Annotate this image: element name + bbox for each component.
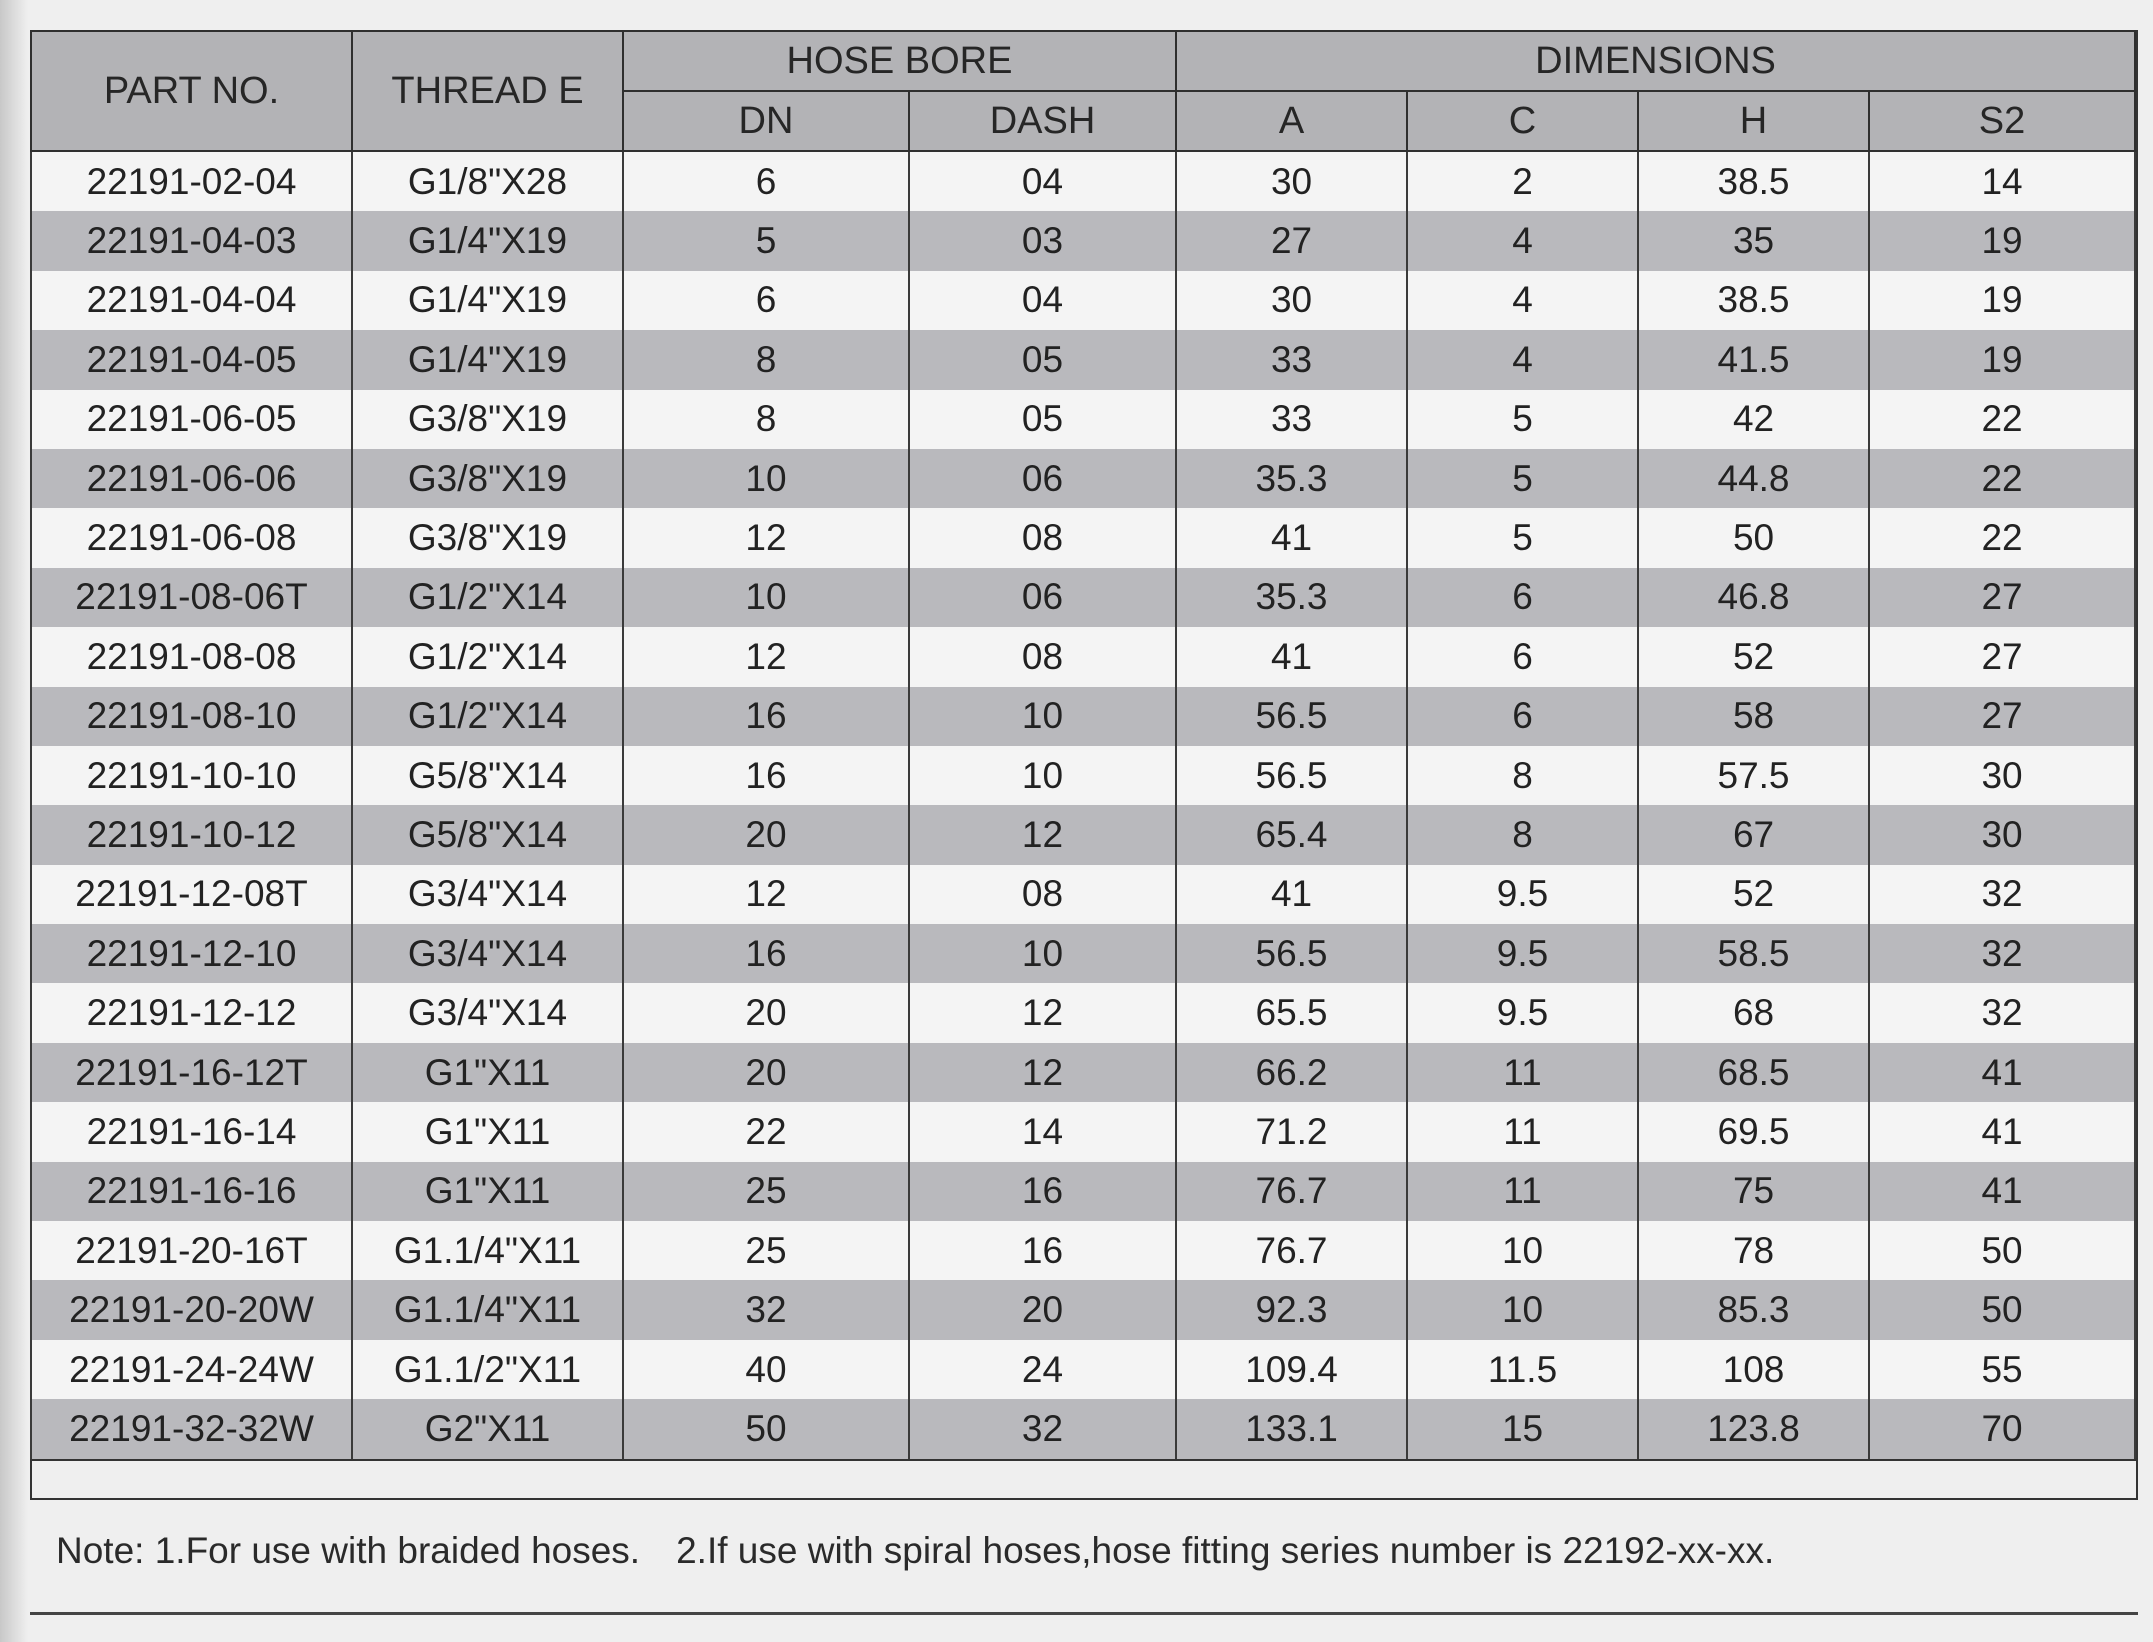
cell-h: 52 [1638,627,1869,686]
cell-c: 2 [1407,151,1638,211]
footnote [56,1530,1774,1572]
table-row [31,449,2135,508]
cell-thread-e: G1"X11 [352,1102,623,1161]
cell-h: 41.5 [1638,330,1869,389]
cell-part-no: 22191-16-16 [31,1162,352,1221]
cell-h: 69.5 [1638,1102,1869,1161]
cell-part-no: 22191-10-12 [31,805,352,864]
page-binding-shadow [0,0,28,1642]
cell-s2: 32 [1869,865,2135,924]
cell-a: 133.1 [1176,1399,1407,1459]
cell-dash: 06 [909,568,1176,627]
note-prefix: Note: [56,1530,145,1571]
cell-a: 66.2 [1176,1043,1407,1102]
cell-a: 33 [1176,330,1407,389]
cell-h: 58.5 [1638,924,1869,983]
cell-thread-e: G3/4"X14 [352,983,623,1042]
cell-c: 9.5 [1407,924,1638,983]
cell-a: 76.7 [1176,1221,1407,1280]
cell-thread-e: G1/8"X28 [352,151,623,211]
cell-part-no: 22191-04-03 [31,211,352,270]
table-row [31,390,2135,449]
cell-a: 56.5 [1176,687,1407,746]
cell-a: 56.5 [1176,746,1407,805]
cell-c: 5 [1407,508,1638,567]
cell-s2: 19 [1869,271,2135,330]
cell-h: 58 [1638,687,1869,746]
cell-c: 5 [1407,449,1638,508]
cell-h: 68.5 [1638,1043,1869,1102]
cell-s2: 32 [1869,983,2135,1042]
cell-s2: 22 [1869,390,2135,449]
header-thread-e: THREAD E [352,31,623,151]
cell-c: 15 [1407,1399,1638,1459]
table-row [31,568,2135,627]
table-row [31,330,2135,389]
cell-dn: 20 [623,983,909,1042]
cell-dash: 10 [909,687,1176,746]
cell-dash: 10 [909,924,1176,983]
cell-s2: 27 [1869,687,2135,746]
cell-s2: 22 [1869,508,2135,567]
cell-a: 92.3 [1176,1280,1407,1339]
table-row [31,1280,2135,1339]
cell-c: 8 [1407,746,1638,805]
cell-c: 9.5 [1407,983,1638,1042]
cell-c: 5 [1407,390,1638,449]
cell-c: 6 [1407,568,1638,627]
cell-thread-e: G1/4"X19 [352,211,623,270]
cell-part-no: 22191-08-06T [31,568,352,627]
cell-c: 8 [1407,805,1638,864]
header-dn: DN [623,91,909,151]
cell-dn: 22 [623,1102,909,1161]
cell-dash: 12 [909,1043,1176,1102]
cell-thread-e: G1/4"X19 [352,271,623,330]
cell-thread-e: G1"X11 [352,1162,623,1221]
cell-dash: 08 [909,627,1176,686]
cell-a: 33 [1176,390,1407,449]
cell-h: 38.5 [1638,151,1869,211]
cell-dn: 20 [623,805,909,864]
cell-dn: 25 [623,1221,909,1280]
cell-c: 11.5 [1407,1340,1638,1399]
cell-thread-e: G1/2"X14 [352,687,623,746]
cell-s2: 70 [1869,1399,2135,1459]
cell-h: 75 [1638,1162,1869,1221]
cell-a: 30 [1176,151,1407,211]
cell-part-no: 22191-20-20W [31,1280,352,1339]
cell-s2: 50 [1869,1280,2135,1339]
cell-thread-e: G3/8"X19 [352,508,623,567]
table-row [31,1221,2135,1280]
cell-c: 10 [1407,1280,1638,1339]
cell-thread-e: G5/8"X14 [352,805,623,864]
cell-a: 65.4 [1176,805,1407,864]
cell-dn: 8 [623,330,909,389]
header-a: A [1176,91,1407,151]
cell-a: 41 [1176,865,1407,924]
cell-dn: 5 [623,211,909,270]
cell-dn: 16 [623,687,909,746]
cell-thread-e: G2"X11 [352,1399,623,1459]
cell-h: 44.8 [1638,449,1869,508]
table-row [31,271,2135,330]
cell-s2: 41 [1869,1043,2135,1102]
cell-a: 35.3 [1176,449,1407,508]
cell-dash: 08 [909,508,1176,567]
cell-h: 50 [1638,508,1869,567]
cell-h: 38.5 [1638,271,1869,330]
cell-h: 85.3 [1638,1280,1869,1339]
cell-part-no: 22191-12-08T [31,865,352,924]
cell-thread-e: G1/2"X14 [352,627,623,686]
cell-dash: 32 [909,1399,1176,1459]
cell-dash: 05 [909,330,1176,389]
cell-dn: 16 [623,746,909,805]
cell-dash: 12 [909,805,1176,864]
cell-s2: 55 [1869,1340,2135,1399]
cell-dash: 16 [909,1221,1176,1280]
bottom-rule [30,1612,2138,1615]
cell-thread-e: G5/8"X14 [352,746,623,805]
cell-thread-e: G1/2"X14 [352,568,623,627]
cell-thread-e: G3/4"X14 [352,865,623,924]
cell-dn: 12 [623,865,909,924]
cell-thread-e: G3/8"X19 [352,390,623,449]
cell-s2: 19 [1869,330,2135,389]
cell-a: 56.5 [1176,924,1407,983]
note-item-1: 1.For use with braided hoses. [154,1530,641,1571]
cell-dash: 03 [909,211,1176,270]
header-part-no: PART NO. [31,31,352,151]
table-row [31,1043,2135,1102]
cell-h: 46.8 [1638,568,1869,627]
header-dash: DASH [909,91,1176,151]
table-row [31,151,2135,211]
cell-h: 35 [1638,211,1869,270]
cell-dash: 04 [909,151,1176,211]
cell-part-no: 22191-24-24W [31,1340,352,1399]
cell-dash: 05 [909,390,1176,449]
cell-a: 76.7 [1176,1162,1407,1221]
cell-part-no: 22191-04-05 [31,330,352,389]
cell-a: 27 [1176,211,1407,270]
cell-c: 4 [1407,211,1638,270]
cell-s2: 41 [1869,1102,2135,1161]
table-row [31,1399,2135,1459]
cell-dash: 16 [909,1162,1176,1221]
note-item-2: 2.If use with spiral hoses,hose fitting series number is 22192-xx-xx. [676,1530,1775,1571]
cell-s2: 22 [1869,449,2135,508]
cell-thread-e: G1.1/4"X11 [352,1280,623,1339]
cell-part-no: 22191-06-08 [31,508,352,567]
cell-thread-e: G1.1/2"X11 [352,1340,623,1399]
table-row [31,627,2135,686]
hose-fitting-spec-table [30,30,2136,1461]
cell-a: 41 [1176,508,1407,567]
cell-dash: 24 [909,1340,1176,1399]
cell-part-no: 22191-06-05 [31,390,352,449]
cell-dn: 10 [623,568,909,627]
cell-part-no: 22191-16-12T [31,1043,352,1102]
cell-thread-e: G1.1/4"X11 [352,1221,623,1280]
cell-part-no: 22191-32-32W [31,1399,352,1459]
header-h: H [1638,91,1869,151]
header-dimensions: DIMENSIONS [1176,31,2135,91]
cell-a: 35.3 [1176,568,1407,627]
cell-dn: 16 [623,924,909,983]
cell-part-no: 22191-12-10 [31,924,352,983]
cell-s2: 32 [1869,924,2135,983]
cell-c: 4 [1407,330,1638,389]
cell-dash: 14 [909,1102,1176,1161]
cell-thread-e: G1"X11 [352,1043,623,1102]
cell-dn: 25 [623,1162,909,1221]
cell-s2: 27 [1869,627,2135,686]
table-row [31,1162,2135,1221]
cell-c: 11 [1407,1102,1638,1161]
cell-h: 78 [1638,1221,1869,1280]
cell-thread-e: G1/4"X19 [352,330,623,389]
cell-dash: 06 [909,449,1176,508]
cell-c: 11 [1407,1043,1638,1102]
cell-s2: 14 [1869,151,2135,211]
cell-c: 9.5 [1407,865,1638,924]
cell-dn: 40 [623,1340,909,1399]
cell-dn: 20 [623,1043,909,1102]
cell-c: 6 [1407,627,1638,686]
table-row [31,746,2135,805]
header-hose-bore: HOSE BORE [623,31,1176,91]
cell-c: 10 [1407,1221,1638,1280]
cell-part-no: 22191-06-06 [31,449,352,508]
table-row [31,1102,2135,1161]
cell-h: 67 [1638,805,1869,864]
cell-part-no: 22191-04-04 [31,271,352,330]
cell-dn: 32 [623,1280,909,1339]
cell-part-no: 22191-08-08 [31,627,352,686]
table-row [31,983,2135,1042]
cell-h: 57.5 [1638,746,1869,805]
cell-h: 68 [1638,983,1869,1042]
table-row [31,805,2135,864]
table-row [31,508,2135,567]
cell-dn: 8 [623,390,909,449]
cell-dash: 12 [909,983,1176,1042]
table-row [31,687,2135,746]
cell-dn: 6 [623,271,909,330]
cell-h: 123.8 [1638,1399,1869,1459]
cell-dn: 50 [623,1399,909,1459]
cell-part-no: 22191-16-14 [31,1102,352,1161]
cell-a: 30 [1176,271,1407,330]
cell-part-no: 22191-12-12 [31,983,352,1042]
cell-thread-e: G3/4"X14 [352,924,623,983]
cell-c: 11 [1407,1162,1638,1221]
cell-dash: 10 [909,746,1176,805]
cell-dn: 6 [623,151,909,211]
cell-dash: 04 [909,271,1176,330]
cell-part-no: 22191-20-16T [31,1221,352,1280]
cell-thread-e: G3/8"X19 [352,449,623,508]
cell-h: 108 [1638,1340,1869,1399]
table-row [31,924,2135,983]
table-body [31,151,2135,1460]
cell-s2: 27 [1869,568,2135,627]
cell-h: 52 [1638,865,1869,924]
cell-dn: 10 [623,449,909,508]
cell-s2: 41 [1869,1162,2135,1221]
cell-a: 41 [1176,627,1407,686]
table-row [31,211,2135,270]
cell-a: 109.4 [1176,1340,1407,1399]
cell-h: 42 [1638,390,1869,449]
cell-s2: 19 [1869,211,2135,270]
cell-a: 71.2 [1176,1102,1407,1161]
table-row [31,1340,2135,1399]
header-c: C [1407,91,1638,151]
cell-part-no: 22191-08-10 [31,687,352,746]
cell-dash: 20 [909,1280,1176,1339]
cell-dash: 08 [909,865,1176,924]
cell-s2: 50 [1869,1221,2135,1280]
cell-part-no: 22191-10-10 [31,746,352,805]
cell-dn: 12 [623,508,909,567]
cell-c: 6 [1407,687,1638,746]
cell-s2: 30 [1869,746,2135,805]
cell-c: 4 [1407,271,1638,330]
table-row [31,865,2135,924]
cell-s2: 30 [1869,805,2135,864]
cell-dn: 12 [623,627,909,686]
cell-a: 65.5 [1176,983,1407,1042]
header-s2: S2 [1869,91,2135,151]
cell-part-no: 22191-02-04 [31,151,352,211]
